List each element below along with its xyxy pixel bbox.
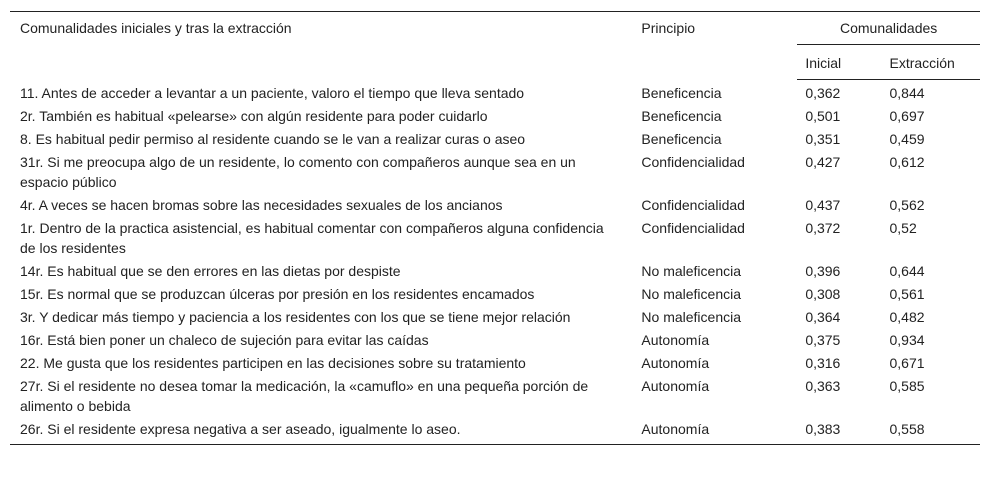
- table-row: [10, 80, 980, 106]
- table-row: [10, 306, 980, 329]
- row-principle: Confidencialidad: [641, 220, 745, 236]
- row-item: 11. Antes de acceder a levantar a un paciente, valoro el tiempo que lleva sentado: [20, 84, 525, 101]
- row-extraction: 0,561: [889, 286, 925, 302]
- row-initial: 0,427: [805, 154, 841, 170]
- row-initial: 0,372: [805, 220, 841, 236]
- table-row: [10, 418, 980, 445]
- row-item: 16r. Está bien poner un chaleco de sujeción para evitar las caídas: [20, 332, 429, 348]
- row-extraction: 0,644: [889, 263, 925, 279]
- row-extraction: 0,52: [889, 220, 917, 236]
- table-row: [10, 260, 980, 283]
- communalities-table: [10, 11, 980, 445]
- row-initial: 0,501: [805, 108, 841, 124]
- row-item: 27r. Si el residente no desea tomar la medicación, la «camuflo» en una pequeña porción de alimento o bebida: [20, 378, 589, 414]
- row-item: 15r. Es normal que se produzcan úlceras por presión en los residentes encamados: [20, 286, 535, 302]
- row-item: 14r. Es habitual que se den errores en las dietas por despiste: [20, 263, 401, 279]
- row-principle: Autonomía: [641, 355, 710, 371]
- row-principle: Autonomía: [641, 378, 710, 394]
- header-row: [10, 12, 980, 45]
- row-extraction: 0,671: [889, 355, 925, 371]
- row-item: 22. Me gusta que los residentes participen en las decisiones sobre su tratamiento: [20, 355, 526, 371]
- row-principle: No maleficencia: [641, 263, 742, 279]
- row-extraction: 0,612: [889, 154, 925, 170]
- row-initial: 0,351: [805, 131, 841, 147]
- table-row: [10, 128, 980, 151]
- row-item: 26r. Si el residente expresa negativa a ser aseado, igualmente lo aseo.: [10, 418, 631, 445]
- row-initial: 0,308: [805, 286, 841, 302]
- row-principle: No maleficencia: [641, 286, 742, 302]
- row-initial: 0,396: [805, 263, 841, 279]
- row-extraction: 0,697: [889, 108, 925, 124]
- header-item: Comunalidades iniciales y tras la extracción: [10, 12, 631, 80]
- table-row: [10, 375, 980, 418]
- row-initial: 0,437: [805, 197, 841, 213]
- row-initial: 0,362: [805, 85, 841, 101]
- row-extraction: 0,562: [889, 197, 925, 213]
- row-principle: Beneficencia: [641, 131, 722, 147]
- row-principle: Beneficencia: [641, 84, 722, 101]
- table-row: [10, 283, 980, 306]
- row-item: 2r. También es habitual «pelearse» con algún residente para poder cuidarlo: [20, 108, 488, 124]
- row-principle: No maleficencia: [641, 309, 742, 325]
- table-row: [10, 217, 980, 260]
- table-row: [10, 329, 980, 352]
- row-extraction: 0,844: [889, 85, 925, 101]
- row-extraction: 0,482: [889, 309, 925, 325]
- row-principle: Autonomía: [631, 418, 797, 445]
- row-principle: Confidencialidad: [641, 197, 745, 213]
- row-extraction: 0,459: [889, 131, 925, 147]
- table-row: [10, 105, 980, 128]
- row-extraction: 0,585: [889, 378, 925, 394]
- table-row: [10, 352, 980, 375]
- header-principle: Principio: [631, 12, 797, 80]
- row-initial: 0,375: [805, 332, 841, 348]
- row-initial: 0,383: [797, 418, 881, 445]
- row-item: 1r. Dentro de la practica asistencial, es habitual comentar con compañeros alguna confidencia de los residentes: [20, 220, 604, 256]
- header-extraction: Extracción: [881, 45, 980, 80]
- table-row: [10, 194, 980, 217]
- table-row: [10, 151, 980, 194]
- row-item: 8. Es habitual pedir permiso al residente cuando se le van a realizar curas o aseo: [20, 131, 526, 147]
- header-communalities: Comunalidades: [797, 12, 980, 45]
- row-initial: 0,316: [805, 355, 841, 371]
- row-principle: Beneficencia: [641, 108, 722, 124]
- row-extraction: 0,934: [889, 332, 925, 348]
- row-item: 4r. A veces se hacen bromas sobre las necesidades sexuales de los ancianos: [20, 197, 503, 213]
- header-initial: Inicial: [797, 45, 881, 80]
- table-body: [10, 80, 980, 445]
- row-principle: Confidencialidad: [641, 154, 745, 170]
- row-initial: 0,364: [805, 309, 841, 325]
- row-principle: Autonomía: [641, 332, 710, 348]
- row-item: 3r. Y dedicar más tiempo y paciencia a los residentes con los que se tiene mejor relación: [20, 309, 571, 325]
- row-item: 31r. Si me preocupa algo de un residente, lo comento con compañeros aunque sea en un espacio público: [20, 154, 576, 190]
- row-extraction: 0,558: [881, 418, 980, 445]
- row-initial: 0,363: [805, 378, 841, 394]
